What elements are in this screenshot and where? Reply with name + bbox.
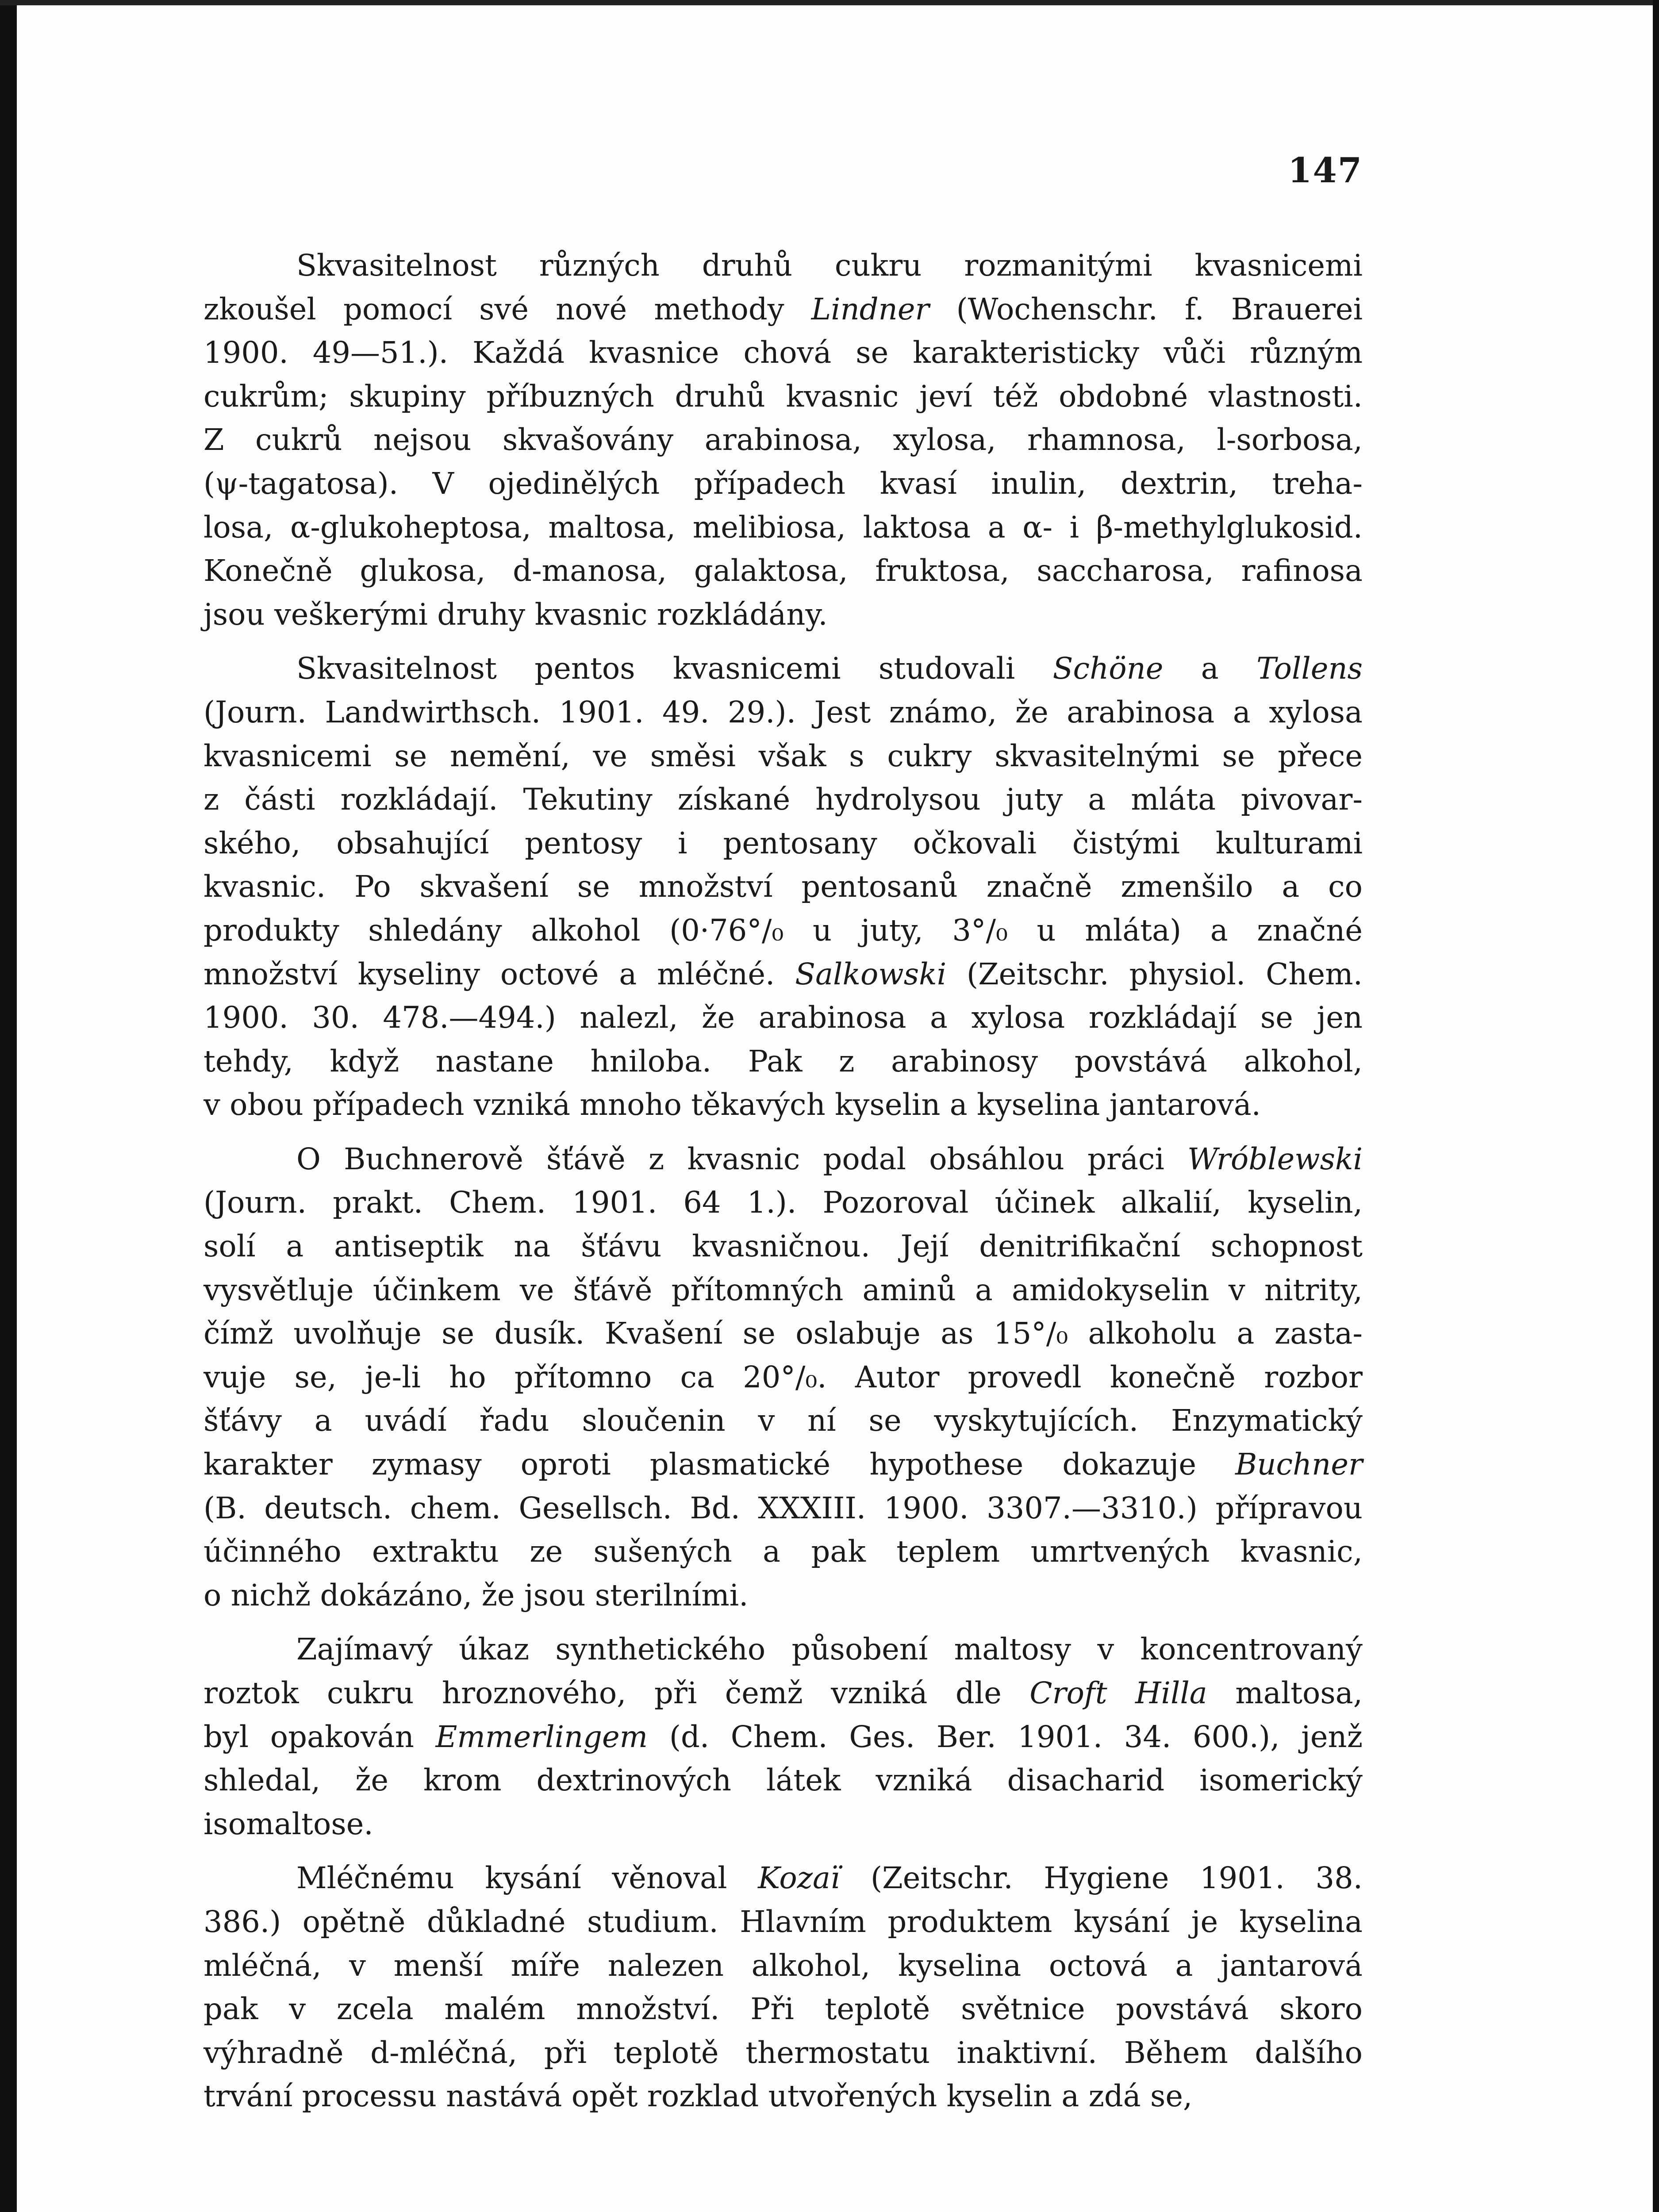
scan-border-top <box>0 0 1659 5</box>
paragraph <box>204 1137 1363 1617</box>
text-line: (ψ-tagatosa). V ojedinělých případech kvasí inulin, dextrin, treha- <box>204 466 1363 501</box>
text-line: trvání processu nastává opět rozklad utvořených kyselin a zdá se, <box>204 2079 1193 2114</box>
text-line: roztok cukru hroznového, při čemž vzniká dle Croft Hilla maltosa, <box>204 1676 1363 1710</box>
text-line: kvasnic. Po skvašení se množství pentosanů značně zmenšilo a co <box>204 869 1363 904</box>
text-line: mléčná, v menší míře nalezen alkohol, kyselina octová a jantarová <box>204 1948 1363 1983</box>
text-line: 1900. 30. 478.—494.) nalezl, že arabinosa a xylosa rozkládají se jen <box>204 1000 1363 1035</box>
text-line: ského, obsahující pentosy i pentosany očkovali čistými kulturami <box>204 826 1363 860</box>
text-line: O Buchnerově šťávě z kvasnic podal obsáhlou práci Wróblewski <box>296 1141 1363 1176</box>
text-line: Z cukrů nejsou skvašovány arabinosa, xylosa, rhamnosa, l-sorbosa, <box>204 422 1363 457</box>
text-line: Skvasitelnost různých druhů cukru rozmanitými kvasnicemi <box>296 248 1363 283</box>
text-line: karakter zymasy oproti plasmatické hypothese dokazuje Buchner <box>204 1447 1363 1482</box>
text-line: zkoušel pomocí své nové methody Lindner (Wochenschr. f. Brauerei <box>204 292 1363 326</box>
text-line: byl opakován Emmerlingem (d. Chem. Ges. Ber. 1901. 34. 600.), jenž <box>204 1719 1363 1754</box>
paragraph <box>204 647 1363 1127</box>
cited-author: Croft Hilla <box>1029 1676 1207 1710</box>
cited-author: Lindner <box>811 292 929 326</box>
text-line: Skvasitelnost pentos kvasnicemi studovali Schöne a Tollens <box>296 651 1363 686</box>
cited-author: Schöne <box>1052 651 1164 686</box>
cited-author: Tollens <box>1256 651 1363 686</box>
text-line: isomaltose. <box>204 1806 373 1841</box>
text-line: účinného extraktu ze sušených a pak teplem umrtvených kvasnic, <box>204 1534 1363 1569</box>
scan-border-left <box>0 0 17 2212</box>
cited-author: Wróblewski <box>1187 1141 1363 1176</box>
cited-author: Emmerlingem <box>435 1719 648 1754</box>
cited-author: Kozaï <box>758 1861 840 1896</box>
text-line: pak v zcela malém množství. Při teplotě světnice povstává skoro <box>204 1992 1363 2027</box>
text-line: 386.) opětně důkladné studium. Hlavním produktem kysání je kyselina <box>204 1904 1363 1939</box>
text-line: o nichž dokázáno, že jsou sterilními. <box>204 1578 749 1613</box>
paragraph <box>204 1856 1363 2118</box>
cited-author: Salkowski <box>795 956 947 991</box>
text-line: 1900. 49—51.). Každá kvasnice chová se karakteristicky vůči různým <box>204 335 1363 370</box>
text-line: vuje se, je-li ho přítomno ca 20°/₀. Autor provedl konečně rozbor <box>204 1359 1363 1394</box>
text-line: (B. deutsch. chem. Gesellsch. Bd. XXXIII. 1900. 3307.—3310.) přípravou <box>204 1490 1363 1525</box>
text-line: solí a antiseptik na šťávu kvasničnou. Její denitrifikační schopnost <box>204 1229 1363 1264</box>
scan-border-right <box>1653 0 1659 2212</box>
text-line: kvasnicemi se nemění, ve směsi však s cukry skvasitelnými se přece <box>204 738 1363 773</box>
text-line: z části rozkládají. Tekutiny získané hydrolysou juty a mláta pivovar- <box>204 782 1363 817</box>
body-text <box>204 244 1363 2118</box>
text-line: shledal, že krom dextrinových látek vzniká disacharid isomerický <box>204 1763 1363 1798</box>
text-line: výhradně d-mléčná, při teplotě thermostatu inaktivní. Během dalšího <box>204 2035 1363 2070</box>
text-line: množství kyseliny octové a mléčné. Salkowski (Zeitschr. physiol. Chem. <box>204 956 1363 991</box>
text-line: Zajímavý úkaz synthetického působení maltosy v koncentrovaný <box>296 1632 1363 1667</box>
text-line: čímž uvolňuje se dusík. Kvašení se oslabuje as 15°/₀ alkoholu a zasta- <box>204 1316 1363 1351</box>
cited-author: Buchner <box>1235 1447 1363 1482</box>
text-line: jsou veškerými druhy kvasnic rozkládány. <box>204 597 828 632</box>
paragraph <box>204 244 1363 636</box>
text-line: cukrům; skupiny příbuzných druhů kvasnic jeví též obdobné vlastnosti. <box>204 379 1363 414</box>
document-page <box>204 150 1363 2129</box>
page-number: 147 <box>1288 150 1363 191</box>
text-line: Mléčnému kysání věnoval Kozaï (Zeitschr. Hygiene 1901. 38. <box>296 1861 1363 1896</box>
text-line: v obou případech vzniká mnoho těkavých kyselin a kyselina jantarová. <box>204 1087 1261 1122</box>
text-line: (Journ. Landwirthsch. 1901. 49. 29.). Jest známo, že arabinosa a xylosa <box>204 695 1363 730</box>
text-line: šťávy a uvádí řadu sloučenin v ní se vyskytujících. Enzymatický <box>204 1403 1363 1438</box>
text-line: produkty shledány alkohol (0·76°/₀ u juty, 3°/₀ u mláta) a značné <box>204 913 1363 948</box>
text-line: losa, α-glukoheptosa, maltosa, melibiosa, laktosa a α- i β-methylglukosid. <box>204 510 1363 545</box>
text-line: vysvětluje účinkem ve šťávě přítomných aminů a amidokyselin v nitrity, <box>204 1272 1363 1307</box>
text-line: (Journ. prakt. Chem. 1901. 64 1.). Pozoroval účinek alkalií, kyselin, <box>204 1185 1363 1220</box>
text-line: Konečně glukosa, d-manosa, galaktosa, fruktosa, saccharosa, rafinosa <box>204 553 1363 588</box>
paragraph <box>204 1628 1363 1846</box>
text-line: tehdy, když nastane hniloba. Pak z arabinosy povstává alkohol, <box>204 1044 1363 1079</box>
